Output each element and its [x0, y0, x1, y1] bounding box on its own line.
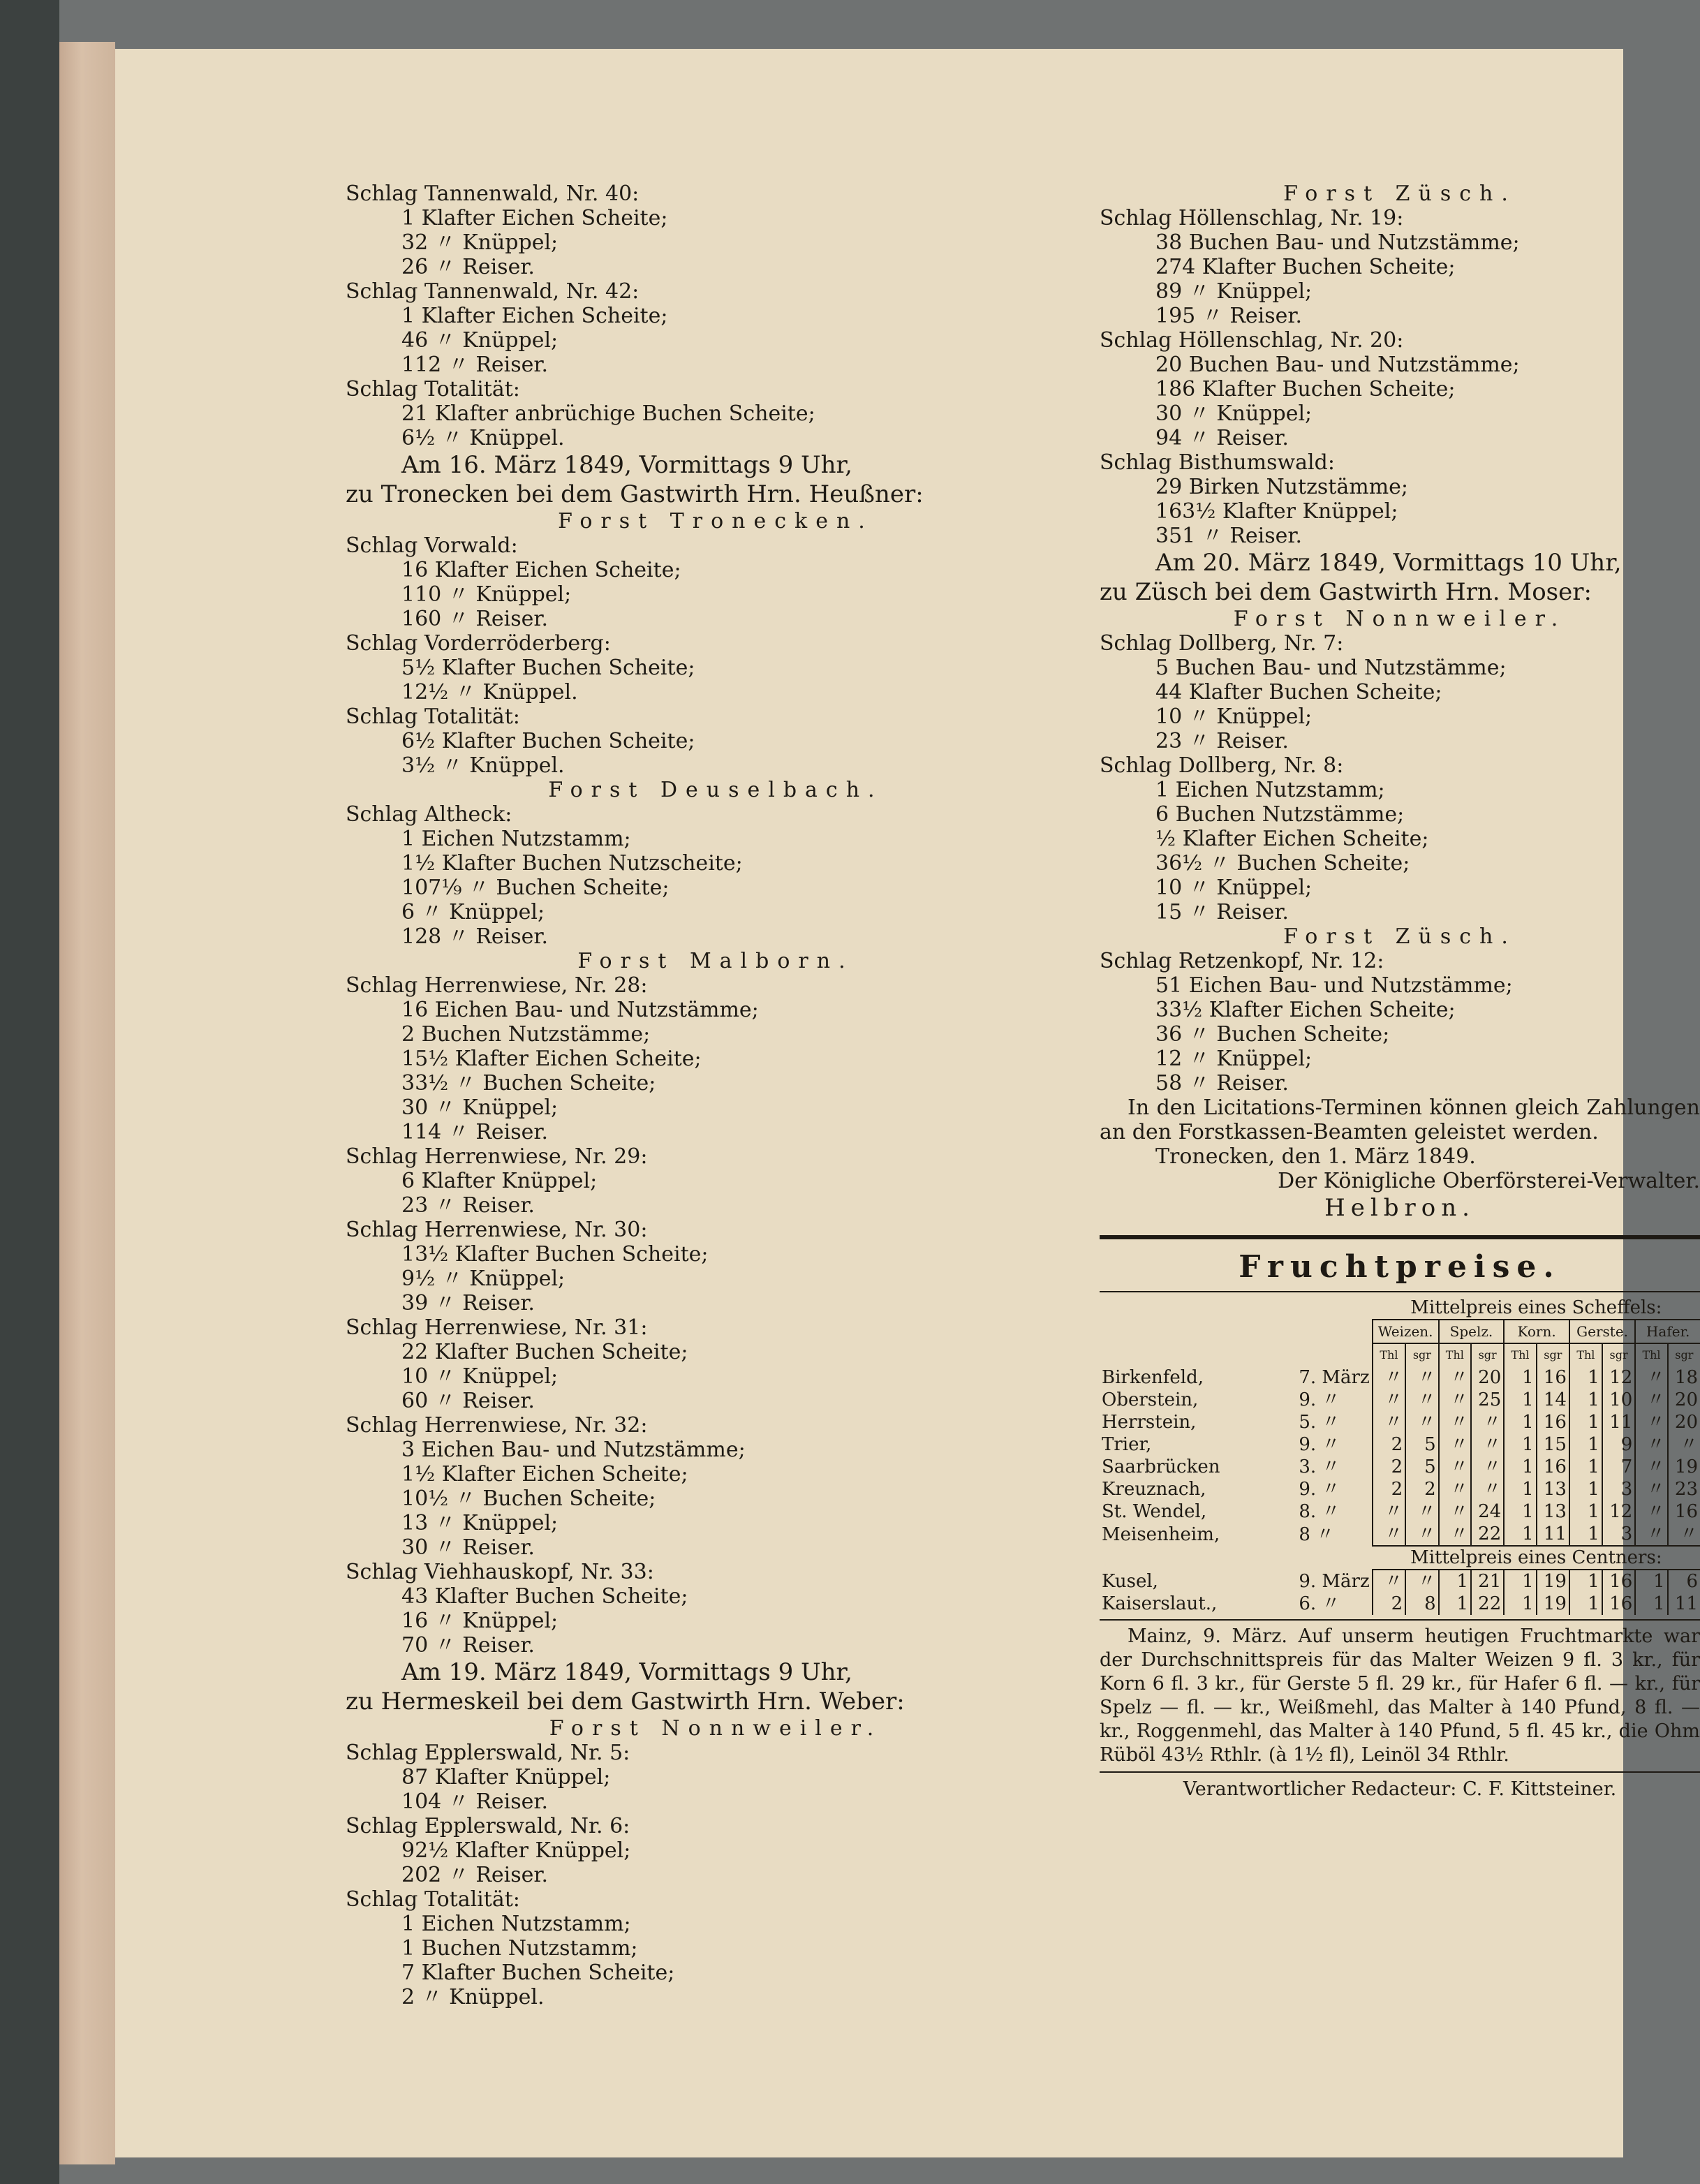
auction-announcement: Am 20. März 1849, Vormittags 10 Uhr,: [1155, 549, 1622, 577]
lot-line: 104 〃 Reiser.: [401, 1790, 548, 1814]
lot-line: 21 Klafter anbrüchige Buchen Scheite;: [401, 401, 815, 426]
price-value: 1: [1439, 1593, 1471, 1615]
book-binding: [0, 0, 59, 2184]
price-value: 〃: [1405, 1500, 1438, 1523]
schlag-heading: Schlag Tannenwald, Nr. 42:: [346, 279, 640, 304]
price-value: 1: [1504, 1411, 1536, 1433]
price-value: 〃: [1405, 1570, 1438, 1593]
schlag-heading: Schlag Epplerswald, Nr. 5:: [346, 1741, 630, 1765]
price-value: 2: [1373, 1433, 1405, 1456]
lot-line: 3 Eichen Bau- und Nutzstämme;: [401, 1438, 746, 1462]
market-date: 8. 〃: [1299, 1501, 1340, 1522]
price-row: [1100, 1366, 1700, 1389]
forst-heading: Forst Tronecken.: [558, 509, 873, 533]
schlag-heading: Schlag Totalität:: [346, 704, 520, 729]
price-value: 21: [1471, 1570, 1504, 1593]
schlag-heading: Schlag Herrenwiese, Nr. 32:: [346, 1413, 648, 1438]
grain-header: Weizen.: [1373, 1320, 1439, 1343]
price-value: 1: [1569, 1500, 1602, 1523]
grain-price-table: [1100, 1297, 1700, 1615]
price-value: 2: [1373, 1478, 1405, 1500]
grain-header: Hafer.: [1635, 1320, 1700, 1343]
price-value: 〃: [1635, 1500, 1667, 1523]
lot-line: 94 〃 Reiser.: [1155, 426, 1289, 450]
centner-header: Mittelpreis eines Centners:: [1373, 1546, 1700, 1570]
lot-line: 128 〃 Reiser.: [401, 924, 548, 949]
spacer-cell: [1100, 1297, 1373, 1320]
market-date: 9. 〃: [1299, 1479, 1340, 1500]
price-value: 16: [1537, 1411, 1569, 1433]
price-value: 1: [1569, 1389, 1602, 1411]
lot-line: 16 Eichen Bau- und Nutzstämme;: [401, 998, 759, 1022]
price-value: 2: [1405, 1478, 1438, 1500]
spacer-cell: [1100, 1320, 1373, 1343]
grain-header: Spelz.: [1439, 1320, 1505, 1343]
place-name: Kusel,: [1102, 1570, 1158, 1592]
payment-notice: In den Licitations-Terminen können gleich Zahlungen an den Forstkassen-Beamten geleistet werden.: [1100, 1095, 1700, 1144]
lot-line: 1 Eichen Nutzstamm;: [401, 827, 631, 851]
unit-header: sgr: [1602, 1343, 1635, 1366]
section-divider: [1100, 1235, 1700, 1239]
unit-header: Thl: [1439, 1343, 1471, 1366]
price-row: [1100, 1389, 1700, 1411]
auction-announcement: Am 19. März 1849, Vormittags 9 Uhr,: [401, 1658, 852, 1686]
lot-line: 6 〃 Knüppel;: [401, 900, 545, 924]
lot-line: 1 Klafter Eichen Scheite;: [401, 206, 668, 230]
schlag-heading: Schlag Höllenschlag, Nr. 19:: [1100, 206, 1404, 230]
spacer-cell: [1100, 1546, 1373, 1570]
price-value: 22: [1471, 1593, 1504, 1615]
lot-line: 22 Klafter Buchen Scheite;: [401, 1340, 688, 1364]
lot-line: 274 Klafter Buchen Scheite;: [1155, 255, 1456, 279]
price-value: 〃: [1635, 1478, 1667, 1500]
price-value: 1: [1504, 1523, 1536, 1546]
lot-line: 87 Klafter Knüppel;: [401, 1765, 611, 1790]
lot-line: 114 〃 Reiser.: [401, 1120, 548, 1144]
grain-header: Gerste.: [1569, 1320, 1635, 1343]
lot-line: 13 〃 Knüppel;: [401, 1511, 559, 1535]
market-date: 9. März: [1299, 1570, 1370, 1592]
lot-line: 30 〃 Knüppel;: [1155, 401, 1313, 426]
price-value: 10: [1602, 1389, 1635, 1411]
price-value: 〃: [1439, 1389, 1471, 1411]
price-value: 20: [1668, 1411, 1700, 1433]
fruchtpreise-title: Fruchtpreise.: [1239, 1249, 1561, 1285]
lot-line: 23 〃 Reiser.: [1155, 729, 1289, 753]
auction-announcement: Am 16. März 1849, Vormittags 9 Uhr,: [401, 451, 852, 479]
price-value: 12: [1602, 1366, 1635, 1389]
forst-heading: Forst Malborn.: [577, 949, 854, 973]
price-value: 〃: [1635, 1389, 1667, 1411]
office-title: Der Königliche Oberförsterei-Verwalter.: [1278, 1169, 1700, 1193]
price-value: 〃: [1405, 1389, 1438, 1411]
price-value: 1: [1504, 1433, 1536, 1456]
price-value: 1: [1569, 1523, 1602, 1546]
price-value: 〃: [1439, 1523, 1471, 1546]
lot-line: 44 Klafter Buchen Scheite;: [1155, 680, 1442, 704]
schlag-heading: Schlag Totalität:: [346, 1887, 520, 1912]
price-value: 3: [1602, 1478, 1635, 1500]
lot-line: 160 〃 Reiser.: [401, 607, 548, 631]
market-date: 6. 〃: [1299, 1593, 1340, 1614]
lot-line: 5½ Klafter Buchen Scheite;: [401, 656, 695, 680]
price-value: 16: [1537, 1366, 1569, 1389]
place-name: Kreuznach,: [1102, 1479, 1206, 1500]
price-value: 〃: [1439, 1456, 1471, 1478]
price-value: 16: [1602, 1570, 1635, 1593]
lot-line: 1½ Klafter Eichen Scheite;: [401, 1462, 688, 1486]
price-value: 19: [1537, 1593, 1569, 1615]
price-row: [1100, 1523, 1700, 1546]
price-value: 1: [1569, 1411, 1602, 1433]
forst-heading: Forst Nonnweiler.: [1233, 607, 1567, 631]
price-value: 12: [1602, 1500, 1635, 1523]
auction-announcement: zu Hermeskeil bei dem Gastwirth Hrn. Weber:: [346, 1688, 905, 1716]
price-value: 〃: [1439, 1411, 1471, 1433]
price-value: 〃: [1405, 1411, 1438, 1433]
price-value: 〃: [1405, 1523, 1438, 1546]
signature: Helbron.: [1324, 1194, 1475, 1222]
schlag-heading: Schlag Vorderröderberg:: [346, 631, 611, 656]
price-value: 6: [1668, 1570, 1700, 1593]
lot-line: 12½ 〃 Knüppel.: [401, 680, 578, 704]
place-name: Herrstein,: [1102, 1412, 1197, 1433]
price-value: 〃: [1635, 1456, 1667, 1478]
lot-line: 1 Eichen Nutzstamm;: [1155, 778, 1385, 802]
price-value: 〃: [1373, 1411, 1405, 1433]
schlag-heading: Schlag Totalität:: [346, 377, 520, 401]
lot-line: 107⅑ 〃 Buchen Scheite;: [401, 876, 670, 900]
price-value: 2: [1373, 1456, 1405, 1478]
price-value: 1: [1635, 1593, 1667, 1615]
price-value: 7: [1602, 1456, 1635, 1478]
price-value: 〃: [1439, 1500, 1471, 1523]
price-value: 14: [1537, 1389, 1569, 1411]
schlag-heading: Schlag Bisthumswald:: [1100, 450, 1335, 475]
page-gutter: [59, 42, 115, 2164]
place-name: Meisenheim,: [1102, 1523, 1220, 1545]
mainz-market-report: Mainz, 9. März. Auf unserm heutigen Fruchtmarkte war der Durchschnittspreis für das Malter Weizen 9 fl. 3 kr., für Korn 6 fl. 3 kr., für Gerste 5 fl. 29 kr., für Hafer 6 fl. — kr., für Spelz — fl. — kr., Weißmehl, das Malter à 140 Pfund, 8 fl. — kr., Roggenmehl, das Malter à 140 Pfund, 5 fl. 45 kr., die Ohm Rüböl 43½ Rthlr. (à 1½ fl), Leinöl 34 Rthlr.: [1100, 1625, 1700, 1766]
price-row: [1100, 1570, 1700, 1593]
price-value: 23: [1668, 1478, 1700, 1500]
price-value: 11: [1537, 1523, 1569, 1546]
price-value: 19: [1537, 1570, 1569, 1593]
lot-line: 30 〃 Reiser.: [401, 1535, 535, 1560]
price-row: [1100, 1433, 1700, 1456]
lot-line: 10 〃 Knüppel;: [1155, 704, 1313, 729]
unit-header: sgr: [1405, 1343, 1438, 1366]
auction-announcement: zu Tronecken bei dem Gastwirth Hrn. Heußner:: [346, 480, 924, 508]
price-value: 5: [1405, 1456, 1438, 1478]
price-value: 18: [1668, 1366, 1700, 1389]
price-value: 16: [1668, 1500, 1700, 1523]
dateline: Tronecken, den 1. März 1849.: [1155, 1144, 1476, 1169]
lot-line: 186 Klafter Buchen Scheite;: [1155, 377, 1456, 401]
schlag-heading: Schlag Herrenwiese, Nr. 30:: [346, 1218, 648, 1242]
schlag-heading: Schlag Altheck:: [346, 802, 512, 827]
price-value: 〃: [1373, 1366, 1405, 1389]
price-row: [1100, 1593, 1700, 1615]
schlag-heading: Schlag Tannenwald, Nr. 40:: [346, 182, 640, 206]
price-value: 1: [1569, 1433, 1602, 1456]
market-date: 7. März: [1299, 1367, 1370, 1388]
lot-line: 20 Buchen Bau- und Nutzstämme;: [1155, 353, 1520, 377]
price-value: 16: [1537, 1456, 1569, 1478]
schlag-heading: Schlag Herrenwiese, Nr. 28:: [346, 973, 648, 998]
lot-line: 3½ 〃 Knüppel.: [401, 753, 565, 778]
thin-divider: [1100, 1619, 1700, 1621]
lot-line: 70 〃 Reiser.: [401, 1633, 535, 1658]
schlag-heading: Schlag Herrenwiese, Nr. 29:: [346, 1144, 648, 1169]
lot-line: 10½ 〃 Buchen Scheite;: [401, 1486, 656, 1511]
lot-line: 10 〃 Knüppel;: [401, 1364, 559, 1389]
lot-line: 33½ Klafter Eichen Scheite;: [1155, 998, 1456, 1022]
price-value: 1: [1504, 1456, 1536, 1478]
unit-header: Thl: [1635, 1343, 1667, 1366]
lot-line: 1 Buchen Nutzstamm;: [401, 1936, 638, 1961]
price-value: 11: [1602, 1411, 1635, 1433]
schlag-heading: Schlag Retzenkopf, Nr. 12:: [1100, 949, 1384, 973]
price-value: 〃: [1635, 1523, 1667, 1546]
lot-line: 15 〃 Reiser.: [1155, 900, 1289, 924]
price-value: 1: [1504, 1570, 1536, 1593]
price-value: 〃: [1471, 1456, 1504, 1478]
price-value: 〃: [1439, 1478, 1471, 1500]
lot-line: 46 〃 Knüppel;: [401, 328, 559, 353]
place-name: Oberstein,: [1102, 1389, 1199, 1410]
right-column: [1100, 182, 1700, 1801]
price-value: 1: [1569, 1593, 1602, 1615]
lot-line: 51 Eichen Bau- und Nutzstämme;: [1155, 973, 1513, 998]
lot-line: ½ Klafter Eichen Scheite;: [1155, 827, 1429, 851]
market-date: 8 〃: [1299, 1523, 1335, 1545]
lot-line: 23 〃 Reiser.: [401, 1193, 535, 1218]
forst-heading: Forst Züsch.: [1283, 182, 1516, 206]
lot-line: 15½ Klafter Eichen Scheite;: [401, 1047, 702, 1071]
schlag-heading: Schlag Herrenwiese, Nr. 31:: [346, 1315, 648, 1340]
schlag-heading: Schlag Epplerswald, Nr. 6:: [346, 1814, 630, 1838]
lot-line: 110 〃 Knüppel;: [401, 582, 572, 607]
schlag-heading: Schlag Dollberg, Nr. 8:: [1100, 753, 1344, 778]
price-value: 〃: [1635, 1366, 1667, 1389]
price-row: [1100, 1478, 1700, 1500]
price-row: [1100, 1411, 1700, 1433]
price-value: 16: [1602, 1593, 1635, 1615]
schlag-heading: Schlag Vorwald:: [346, 533, 518, 558]
price-value: 1: [1635, 1570, 1667, 1593]
thin-divider: [1100, 1771, 1700, 1773]
lot-line: 195 〃 Reiser.: [1155, 304, 1302, 328]
price-value: 2: [1373, 1593, 1405, 1615]
market-date: 9. 〃: [1299, 1389, 1340, 1410]
price-value: 19: [1668, 1456, 1700, 1478]
price-value: 25: [1471, 1389, 1504, 1411]
schlag-heading: Schlag Höllenschlag, Nr. 20:: [1100, 328, 1404, 353]
price-value: 5: [1405, 1433, 1438, 1456]
market-date: 9. 〃: [1299, 1434, 1340, 1455]
place-name: Birkenfeld,: [1102, 1367, 1204, 1388]
price-value: 1: [1569, 1366, 1602, 1389]
redacteur-line: Verantwortlicher Redacteur: C. F. Kittsteiner.: [1183, 1778, 1617, 1800]
place-name: Saarbrücken: [1102, 1456, 1220, 1477]
forst-heading: Forst Nonnweiler.: [549, 1716, 882, 1741]
lot-line: 7 Klafter Buchen Scheite;: [401, 1961, 675, 1985]
market-date: 5. 〃: [1299, 1412, 1340, 1433]
price-value: 8: [1405, 1593, 1438, 1615]
lot-line: 60 〃 Reiser.: [401, 1389, 535, 1413]
price-value: 〃: [1668, 1433, 1700, 1456]
schlag-heading: Schlag Dollberg, Nr. 7:: [1100, 631, 1344, 656]
price-value: 〃: [1635, 1411, 1667, 1433]
price-value: 1: [1569, 1570, 1602, 1593]
lot-line: 163½ Klafter Knüppel;: [1155, 499, 1398, 524]
price-value: 〃: [1405, 1366, 1438, 1389]
unit-header: sgr: [1471, 1343, 1504, 1366]
lot-line: 36 〃 Buchen Scheite;: [1155, 1022, 1390, 1047]
lot-line: 29 Birken Nutzstämme;: [1155, 475, 1409, 499]
place-name: Trier,: [1102, 1434, 1152, 1455]
lot-line: 30 〃 Knüppel;: [401, 1095, 559, 1120]
lot-line: 5 Buchen Bau- und Nutzstämme;: [1155, 656, 1507, 680]
lot-line: 13½ Klafter Buchen Scheite;: [401, 1242, 709, 1267]
lot-line: 38 Buchen Bau- und Nutzstämme;: [1155, 230, 1520, 255]
unit-header: Thl: [1373, 1343, 1405, 1366]
price-value: 〃: [1635, 1433, 1667, 1456]
auction-announcement: zu Züsch bei dem Gastwirth Hrn. Moser:: [1100, 578, 1592, 606]
place-name: Kaiserslaut.,: [1102, 1593, 1218, 1614]
price-value: 1: [1504, 1366, 1536, 1389]
thin-divider: [1100, 1291, 1700, 1292]
page-content: [115, 126, 1700, 2116]
lot-line: 16 Klafter Eichen Scheite;: [401, 558, 681, 582]
price-value: 〃: [1373, 1500, 1405, 1523]
price-value: 〃: [1373, 1389, 1405, 1411]
price-value: 〃: [1373, 1523, 1405, 1546]
price-value: 13: [1537, 1500, 1569, 1523]
lot-line: 36½ 〃 Buchen Scheite;: [1155, 851, 1410, 876]
lot-line: 1½ Klafter Buchen Nutzscheite;: [401, 851, 743, 876]
price-value: 〃: [1373, 1570, 1405, 1593]
price-value: 1: [1504, 1478, 1536, 1500]
price-value: 〃: [1439, 1433, 1471, 1456]
schlag-heading: Schlag Viehhauskopf, Nr. 33:: [346, 1560, 654, 1584]
lot-line: 6½ Klafter Buchen Scheite;: [401, 729, 695, 753]
lot-line: 202 〃 Reiser.: [401, 1863, 548, 1887]
price-value: 20: [1668, 1389, 1700, 1411]
left-column: [346, 182, 1086, 2009]
lot-line: 2 〃 Knüppel.: [401, 1985, 545, 2009]
lot-line: 33½ 〃 Buchen Scheite;: [401, 1071, 656, 1095]
lot-line: 6 Buchen Nutzstämme;: [1155, 802, 1405, 827]
price-value: 15: [1537, 1433, 1569, 1456]
price-value: 22: [1471, 1523, 1504, 1546]
lot-line: 6 Klafter Knüppel;: [401, 1169, 598, 1193]
price-row: [1100, 1500, 1700, 1523]
price-value: 〃: [1471, 1433, 1504, 1456]
lot-line: 92½ Klafter Knüppel;: [401, 1838, 631, 1863]
price-value: 9: [1602, 1433, 1635, 1456]
price-value: 1: [1569, 1456, 1602, 1478]
forst-heading: Forst Deuselbach.: [548, 778, 883, 802]
price-value: 〃: [1668, 1523, 1700, 1546]
market-date: 3. 〃: [1299, 1456, 1340, 1477]
price-value: 3: [1602, 1523, 1635, 1546]
right-column-listings: [1100, 182, 1700, 1095]
price-value: 〃: [1471, 1478, 1504, 1500]
unit-header: Thl: [1569, 1343, 1602, 1366]
price-row: [1100, 1456, 1700, 1478]
price-value: 1: [1569, 1478, 1602, 1500]
lot-line: 1 Klafter Eichen Scheite;: [401, 304, 668, 328]
price-value: 〃: [1439, 1366, 1471, 1389]
lot-line: 2 Buchen Nutzstämme;: [401, 1022, 651, 1047]
lot-line: 43 Klafter Buchen Scheite;: [401, 1584, 688, 1609]
price-value: 13: [1537, 1478, 1569, 1500]
lot-line: 26 〃 Reiser.: [401, 255, 535, 279]
unit-header: Thl: [1504, 1343, 1536, 1366]
unit-header: sgr: [1537, 1343, 1569, 1366]
lot-line: 32 〃 Knüppel;: [401, 230, 559, 255]
lot-line: 6½ 〃 Knüppel.: [401, 426, 565, 450]
lot-line: 1 Eichen Nutzstamm;: [401, 1912, 631, 1936]
lot-line: 351 〃 Reiser.: [1155, 524, 1302, 548]
unit-header: sgr: [1668, 1343, 1700, 1366]
price-value: 1: [1439, 1570, 1471, 1593]
lot-line: 89 〃 Knüppel;: [1155, 279, 1313, 304]
scheffel-header: Mittelpreis eines Scheffels:: [1373, 1297, 1700, 1320]
lot-line: 58 〃 Reiser.: [1155, 1071, 1289, 1095]
grain-header: Korn.: [1504, 1320, 1569, 1343]
price-value: 24: [1471, 1500, 1504, 1523]
price-value: 1: [1504, 1500, 1536, 1523]
lot-line: 39 〃 Reiser.: [401, 1291, 535, 1315]
price-value: 1: [1504, 1593, 1536, 1615]
place-name: St. Wendel,: [1102, 1501, 1207, 1522]
lot-line: 9½ 〃 Knüppel;: [401, 1267, 566, 1291]
spacer-cell: [1100, 1343, 1373, 1366]
price-value: 11: [1668, 1593, 1700, 1615]
lot-line: 112 〃 Reiser.: [401, 353, 548, 377]
lot-line: 10 〃 Knüppel;: [1155, 876, 1313, 900]
price-value: 〃: [1471, 1411, 1504, 1433]
lot-line: 16 〃 Knüppel;: [401, 1609, 559, 1633]
forst-heading: Forst Züsch.: [1283, 924, 1516, 949]
price-value: 1: [1504, 1389, 1536, 1411]
price-value: 20: [1471, 1366, 1504, 1389]
lot-line: 12 〃 Knüppel;: [1155, 1047, 1313, 1071]
